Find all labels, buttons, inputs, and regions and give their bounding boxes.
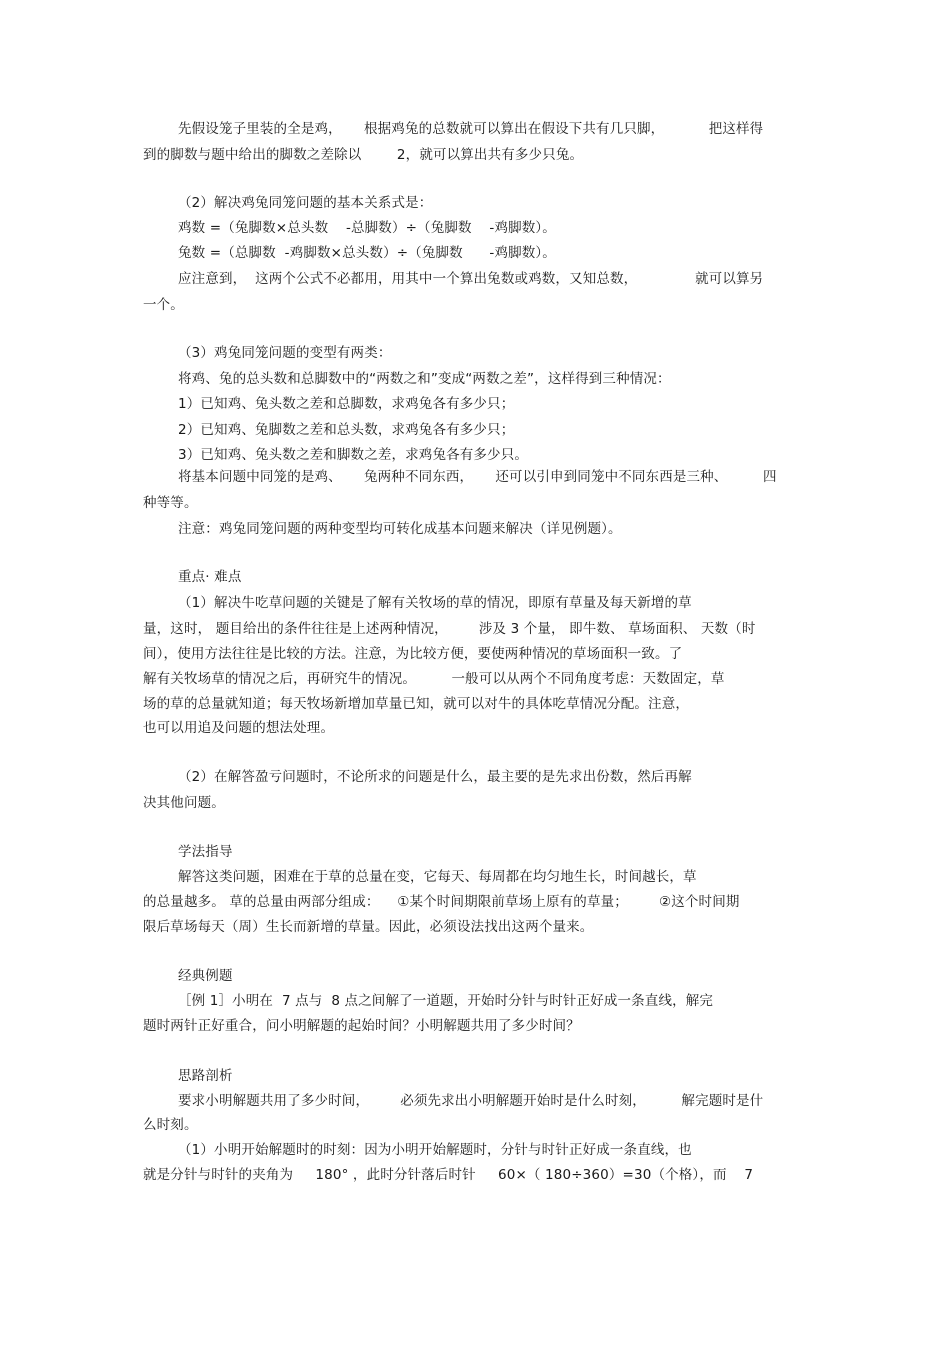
text-line: 2）已知鸡、兔脚数之差和总头数，求鸡兔各有多少只； [178,422,515,438]
text-line: 先假设笼子里装的全是鸡， 根据鸡兔的总数就可以算出在假设下共有几只脚， 把这样得 [178,121,764,137]
text-line: 限后草场每天（周）生长而新增的草量。因此，必须设法找出这两个量来。 [143,919,594,935]
section-heading: 思路剖析 [178,1068,233,1084]
text-line: 3）已知鸡、兔头数之差和脚数之差，求鸡兔各有多少只。 [178,447,528,463]
text-line: 应注意到， 这两个公式不必都用，用其中一个算出兔数或鸡数，又知总数， 就可以算另 [178,271,764,287]
text-line: 鸡数 =（兔脚数×总头数 -总脚数）÷（兔脚数 -鸡脚数）。 [178,220,556,236]
text-line: 也可以用追及问题的想法处理。 [143,720,335,736]
text-line: 兔数 =（总脚数 -鸡脚数×总头数）÷（兔脚数 -鸡脚数）。 [178,245,556,261]
text-line: 要求小明解题共用了多少时间， 必须先求出小明解题开始时是什么时刻， 解完题时是什 [178,1093,764,1109]
text-line: 就是分针与时针的夹角为 180° ，此时分针落后时针 60×（ 180÷360）=30（个格），而 7 [143,1167,754,1183]
text-line: 种等等。 [143,495,198,511]
section-heading: 经典例题 [178,968,233,984]
text-line: 注意：鸡兔同笼问题的两种变型均可转化成基本问题来解决（详见例题）。 [178,521,622,537]
text-line: 的总量越多。 草的总量由两部分组成： ①某个时间期限前草场上原有的草量； ②这个时间期 [143,894,740,910]
text-line: 间），使用方法往往是比较的方法。注意，为比较方便，要使两种情况的草场面积一致。了 [143,646,683,662]
text-line: 解答这类问题，困难在于草的总量在变，它每天、每周都在均匀地生长，时间越长，草 [178,869,697,885]
text-line: 一个。 [143,297,184,313]
text-line: 题时两针正好重合，问小明解题的起始时间？小明解题共用了多少时间？ [143,1018,580,1034]
text-line: （2）在解答盈亏问题时，不论所求的问题是什么，最主要的是先求出份数，然后再解 [178,769,692,785]
text-line: 1）已知鸡、兔头数之差和总脚数，求鸡兔各有多少只； [178,396,515,412]
text-line: （2）解决鸡兔同笼问题的基本关系式是： [178,195,433,211]
text-line: 么时刻。 [143,1117,198,1133]
text-line: 解有关牧场草的情况之后，再研究牛的情况。 一般可以从两个不同角度考虑：天数固定，草 [143,671,725,687]
section-heading: 学法指导 [178,844,233,860]
text-line: 量，这时， 题目给出的条件往往是上述两种情况， 涉及 3 个量， 即牛数、 草场面积、 天数（时 [143,621,756,637]
text-line: 将鸡、兔的总头数和总脚数中的“两数之和”变成“两数之差”，这样得到三种情况： [178,371,671,387]
text-line: 将基本问题中同笼的是鸡、 兔两种不同东西， 还可以引申到同笼中不同东西是三种、 四 [178,469,777,485]
text-line: 到的脚数与题中给出的脚数之差除以 2，就可以算出共有多少只兔。 [143,147,584,163]
text-line: （1）小明开始解题时的时刻：因为小明开始解题时，分针与时针正好成一条直线，也 [178,1142,692,1158]
text-line: ［例 1］小明在 7 点与 8 点之间解了一道题，开始时分针与时针正好成一条直线，解完 [178,993,714,1009]
text-line: （3）鸡兔同笼问题的变型有两类： [178,345,392,361]
section-heading: 重点· 难点 [178,569,242,585]
text-line: （1）解决牛吃草问题的关键是了解有关牧场的草的情况，即原有草量及每天新增的草 [178,595,692,611]
text-line: 决其他问题。 [143,795,225,811]
text-line: 场的草的总量就知道；每天牧场新增加草量已知，就可以对牛的具体吃草情况分配。注意， [143,696,689,712]
